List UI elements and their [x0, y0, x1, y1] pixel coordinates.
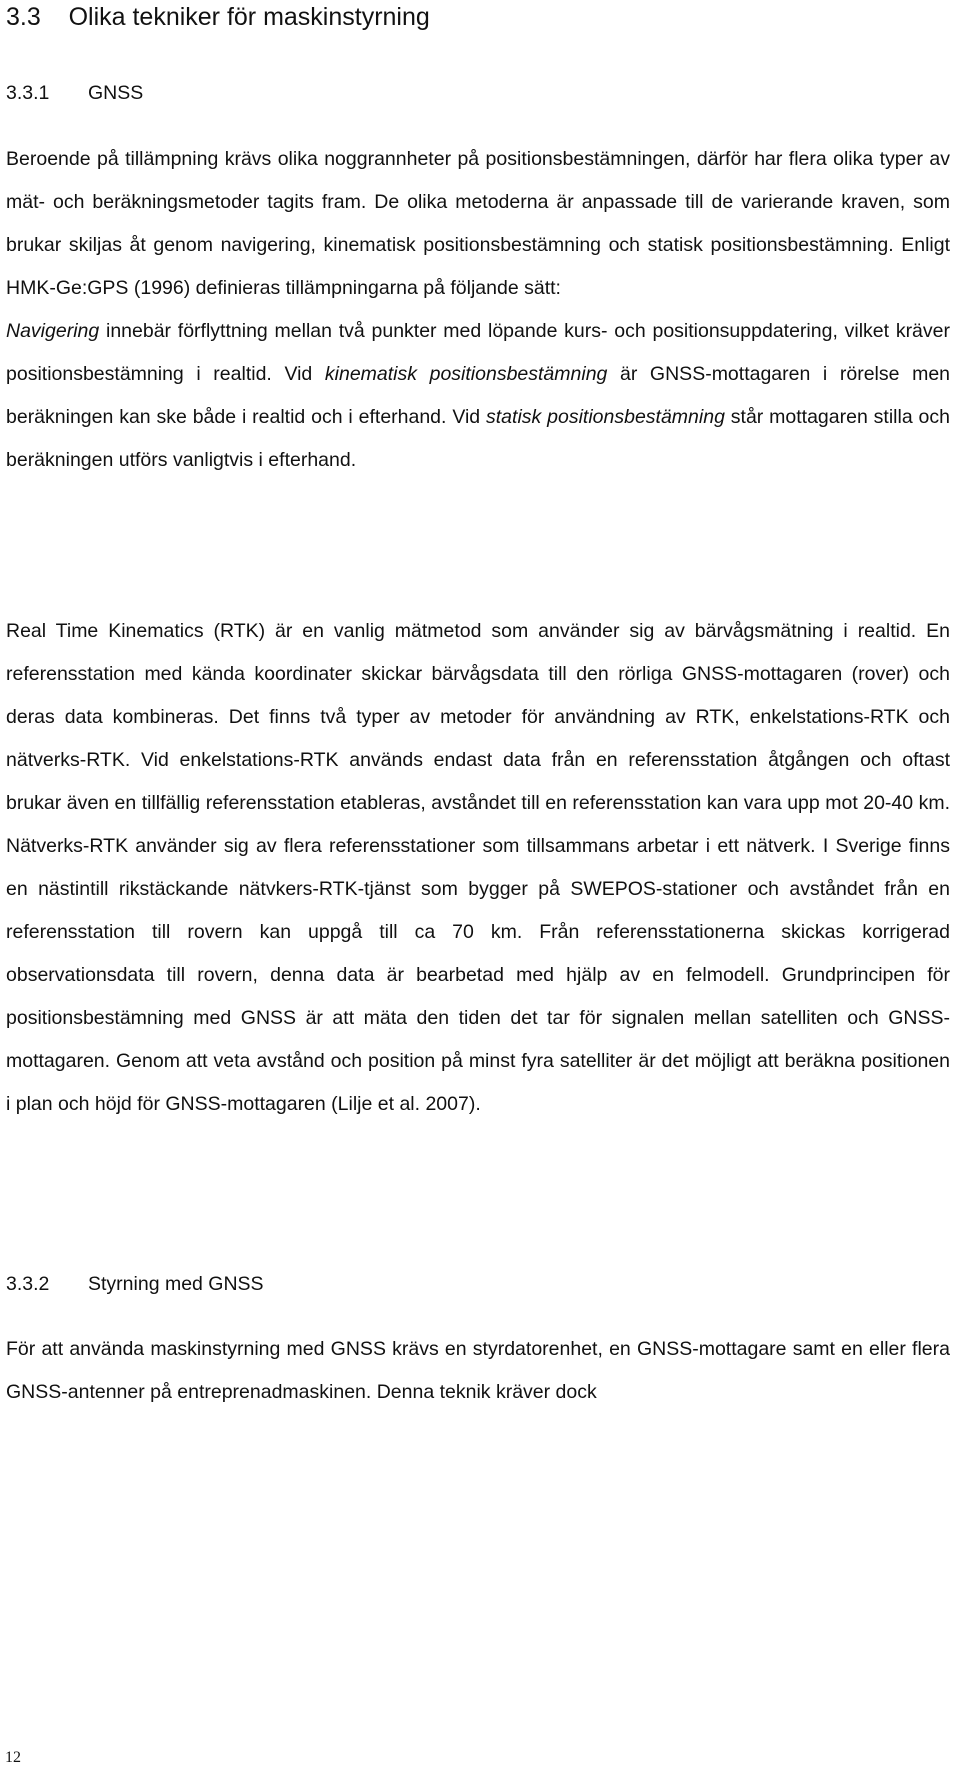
subsection-heading-styrning — [6, 1271, 264, 1297]
definitions-text-3: står mottagaren stilla och beräkningen utförs vanligtvis i efterhand. — [6, 406, 950, 471]
definitions-text-1: innebär förflyttning mellan två punkter med löpande kurs- och positionsuppdatering, vilket kräver positionsbestämning i realtid. Vid — [6, 320, 950, 385]
body-text-gnss — [6, 138, 950, 482]
term-navigering: Navigering — [6, 320, 100, 342]
definitions-text-2: är GNSS-mottagaren i rörelse men beräkningen kan ske både i realtid och i efterhand. Vid — [6, 363, 951, 428]
subsection-title: Styrning med GNSS — [88, 1273, 264, 1295]
subsection-title: GNSS — [88, 82, 144, 104]
subsection-number: 3.3.2 — [6, 1273, 50, 1295]
paragraph-definitions — [6, 310, 950, 482]
paragraph-intro: Beroende på tillämpning krävs olika noggrannheter på positionsbestämningen, därför har flera olika typer av mät- och beräkningsmetoder tagits fram. De olika metoderna är anpassade till de varierande kraven, som brukar skiljas åt genom navigering, kinematisk positionsbestämning och statisk positionsbestämning. Enligt HMK-Ge:GPS (1996) definieras tillämpningarna på följande sätt: — [6, 148, 950, 299]
body-text-styrning — [6, 1328, 950, 1414]
paragraph-styrning: För att använda maskinstyrning med GNSS krävs en styrdatorenhet, en GNSS-mottagare samt en eller flera GNSS-antenner på entreprenadmaskinen. Denna teknik kräver dock — [6, 1338, 950, 1403]
term-statisk: statisk positionsbestämning — [486, 406, 725, 428]
subsection-number: 3.3.1 — [6, 82, 50, 104]
page-number: 12 — [5, 1749, 21, 1766]
body-text-rtk — [6, 610, 950, 1126]
section-number: 3.3 — [6, 3, 41, 31]
section-heading — [6, 2, 430, 32]
section-title: Olika tekniker för maskinstyrning — [68, 3, 430, 31]
term-kinematisk: kinematisk positionsbestämning — [324, 363, 608, 385]
subsection-heading-gnss — [6, 80, 143, 106]
paragraph-rtk: Real Time Kinematics (RTK) är en vanlig mätmetod som använder sig av bärvågsmätning i realtid. En referensstation med kända koordinater skickar bärvågsdata till den rörliga GNSS-mottagaren (rover) och deras data kombineras. Det finns två typer av metoder för användning av RTK, enkelstations-RTK och nätverks-RTK. Vid enkelstations-RTK används endast data från en referensstation åtgången och oftast brukar även en tillfällig referensstation etableras, avståndet till en referensstation kan vara upp mot 20-40 km. Nätverks-RTK använder sig av flera referensstationer som tillsammans arbetar i ett nätverk. I Sverige finns en nästintill rikstäckande nätvkers-RTK-tjänst som bygger på SWEPOS-stationer och avståndet från en referensstation till rovern kan uppgå till ca 70 km. Från referensstationerna skickas korrigerad observationsdata till rovern, denna data är bearbetad med hjälp av en felmodell. Grundprincipen för positionsbestämning med GNSS är att mäta den tiden det tar för signalen mellan satelliten och GNSS-mottagaren. Genom att veta avstånd och position på minst fyra satelliter är det möjligt att beräkna positionen i plan och höjd för GNSS-mottagaren (Lilje et al. 2007). — [6, 620, 950, 1115]
